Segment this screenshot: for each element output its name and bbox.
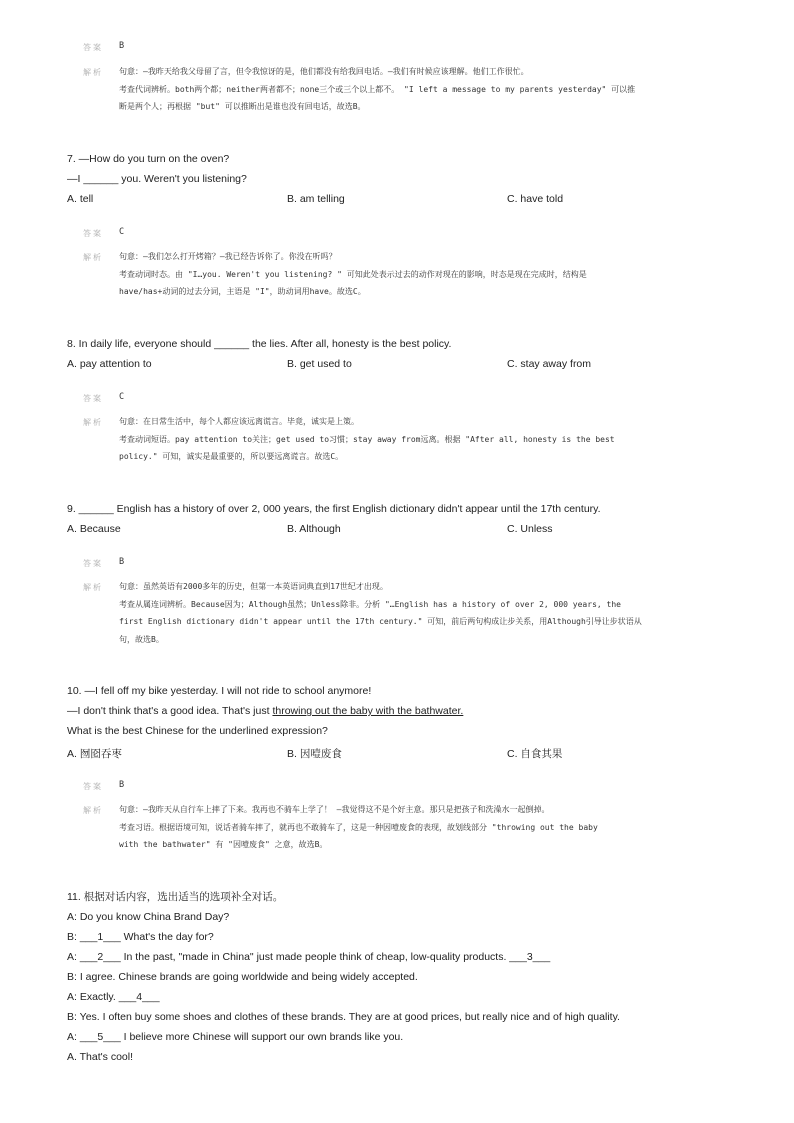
question-8: 8. In daily life, everyone should ______ the lies. After all, honesty is the best policy. — [67, 338, 452, 350]
explanation-line: 句意：在日常生活中，每个人都应该远离谎言。毕竟，诚实是上策。 — [119, 417, 359, 426]
question-title: 11. 根据对话内容，选出适当的选项补全对话。 — [67, 891, 284, 903]
dialogue-line: B: ___1___ What's the day for? — [67, 931, 214, 943]
explanation — [119, 578, 642, 648]
explanation — [119, 63, 635, 116]
option-c[interactable]: C. have told — [507, 193, 564, 205]
dialogue-line: B: Yes. I often buy some shoes and clothes of these brands. They are at good prices, but really nice and of high quality. — [67, 1011, 620, 1023]
explanation-line: 句意：—我昨天从自行车上摔了下来。我再也不骑车上学了！ —我觉得这不是个好主意。那只是把孩子和洗澡水一起倒掉。 — [119, 805, 550, 814]
question-line: What is the best Chinese for the underlined expression? — [67, 725, 328, 737]
explanation — [119, 801, 598, 854]
answer-tag: 答案 — [83, 229, 103, 238]
option-b[interactable]: B. am telling — [287, 193, 345, 205]
dialogue-line: A: Do you know China Brand Day? — [67, 911, 230, 923]
answer-tag: 答案 — [83, 782, 103, 791]
dialogue-line: A: ___5___ I believe more Chinese will support our own brands like you. — [67, 1031, 404, 1043]
answer-value: C — [119, 227, 125, 237]
option-c[interactable]: C. 自食其果 — [507, 748, 563, 760]
dialogue-line: B: I agree. Chinese brands are going worldwide and being widely accepted. — [67, 971, 418, 983]
explanation-line: 考查代词辨析。both两个都；neither两者都不；none三个或三个以上都不。 "I left a message to my parents yesterday" 可以推 — [119, 84, 636, 94]
option-b[interactable]: B. 因噎废食 — [287, 748, 342, 760]
underlined-expression: throwing out the baby with the bathwater. — [272, 705, 464, 717]
explanation — [119, 248, 587, 301]
answer-value: C — [119, 392, 125, 402]
explanation-line: with the bathwater" 有 "因噎废食" 之意，故选B。 — [119, 840, 328, 849]
answer-value: B — [119, 41, 125, 51]
explanation-line: 考查从属连词辨析。Because因为；Although虽然；Unless除非。分析 "…English has a history of over 2, 000 years, the — [119, 599, 621, 609]
dialogue-line: A: Exactly. ___4___ — [67, 991, 160, 1003]
explanation-line: have/has+动词的过去分词，主语是 "I"，助动词用have。故选C。 — [119, 287, 366, 296]
analysis-tag: 解析 — [83, 583, 103, 592]
question-text: —I don't think that's a good idea. That's just — [67, 705, 273, 717]
question-line — [67, 701, 463, 721]
question-line: 10. —I fell off my bike yesterday. I will not ride to school anymore! — [67, 685, 372, 697]
explanation-line: 断是两个人；再根据 "but" 可以推断出是谁也没有回电话，故选B。 — [119, 102, 366, 111]
dialogue-line: A: ___2___ In the past, "made in China" just made people think of cheap, low-quality products. ___3___ — [67, 951, 551, 963]
explanation-line: 句意：—我们怎么打开烤箱？—我已经告诉你了。你没在听吗？ — [119, 252, 337, 261]
answer-tag: 答案 — [83, 559, 103, 568]
analysis-tag: 解析 — [83, 806, 103, 815]
option-b[interactable]: B. get used to — [287, 358, 352, 370]
question-7 — [67, 149, 247, 189]
analysis-tag: 解析 — [83, 418, 103, 427]
question-9: 9. ______ English has a history of over 2, 000 years, the first English dictionary didn't appear until the 17th century. — [67, 503, 601, 515]
question-11 — [67, 887, 620, 1067]
answer-value: B — [119, 557, 125, 567]
explanation-line: 考查动词时态。由 "I…you. Weren't you listening? " 可知此处表示过去的动作对现在的影响，时态是现在完成时，结构是 — [119, 269, 587, 279]
option-c[interactable]: C. stay away from — [507, 358, 592, 370]
answer-tag: 答案 — [83, 394, 103, 403]
question-10 — [67, 681, 463, 741]
option-a[interactable]: A. tell — [67, 193, 94, 205]
explanation-line: first English dictionary didn't appear until the 17th century." 可知，前后两句构成让步关系，用Although引导让步状语从 — [119, 617, 642, 626]
explanation — [119, 413, 615, 466]
option-c[interactable]: C. Unless — [507, 523, 553, 535]
explanation-line: 句，故选B。 — [119, 634, 164, 644]
explanation-line: 句意：—我昨天给我父母留了言，但令我惊讶的是，他们都没有给我回电话。—我们有时候应该理解。他们工作很忙。 — [119, 67, 529, 76]
answer-tag: 答案 — [83, 43, 103, 52]
option-b[interactable]: B. Although — [287, 523, 341, 535]
explanation-line: 考查动词短语。pay attention to关注；get used to习惯；stay away from远离。根据 "After all, honesty is the best — [119, 434, 615, 444]
explanation-line: policy." 可知，诚实是最重要的，所以要远离谎言。故选C。 — [119, 452, 344, 461]
explanation-line: 考查习语。根据语境可知，说话者骑车摔了，就再也不敢骑车了，这是一种因噎废食的表现，故划线部分 "throwing out the baby — [119, 822, 598, 832]
option-a[interactable]: A. Because — [67, 523, 121, 535]
question-line: 7. —How do you turn on the oven? — [67, 153, 230, 165]
option-a[interactable]: A. pay attention to — [67, 358, 152, 370]
option-a[interactable]: A. That's cool! — [67, 1051, 134, 1063]
analysis-tag: 解析 — [83, 68, 103, 77]
explanation-line: 句意：虽然英语有2000多年的历史，但第一本英语词典直到17世纪才出现。 — [119, 582, 388, 591]
option-a[interactable]: A. 囫囵吞枣 — [67, 748, 122, 760]
question-line: —I ______ you. Weren't you listening? — [67, 173, 247, 185]
analysis-tag: 解析 — [83, 253, 103, 262]
answer-value: B — [119, 780, 125, 790]
